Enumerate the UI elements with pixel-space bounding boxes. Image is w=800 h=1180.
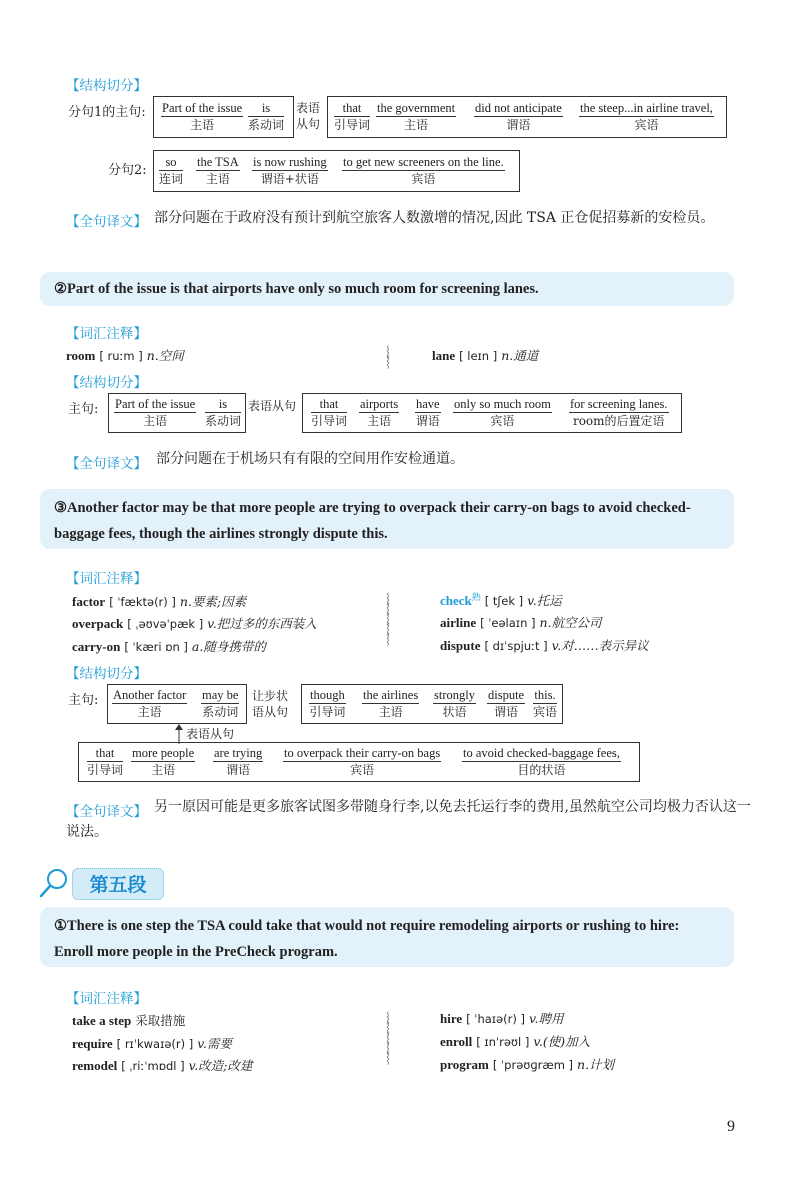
structure-tag-3: 【结构切分】 — [66, 666, 147, 682]
sub-conj-2: that 引导词 — [311, 397, 348, 428]
vocab-remodel: remodel [ ˌriːˈmɒdl ] v.改造;改建 — [72, 1058, 253, 1073]
clause1-label: 分句1的主句: — [68, 105, 146, 120]
main-verb-3: may be 系动词 — [202, 688, 239, 719]
vocab-airline: airline [ ˈeəlaɪn ] n.航空公司 — [440, 615, 602, 630]
concessive-label: 让步状 语从句 — [252, 689, 289, 719]
translation-text-2: 部分问题在于机场只有有限的空间用作安检通道。 — [156, 451, 464, 467]
main-clause-box — [153, 96, 294, 138]
vocab-require: require [ rɪˈkwaɪə(r) ] v.需要 — [72, 1036, 232, 1051]
section-heading: 第五段 — [72, 868, 164, 900]
up-arrow-icon — [174, 724, 184, 744]
vocab-factor: factor [ ˈfæktə(r) ] n.要素;因素 — [72, 594, 247, 609]
sub-subject: the government 主语 — [377, 101, 456, 132]
vocab-room: room [ ruːm ] n.空间 — [66, 348, 184, 363]
page-number: 9 — [727, 1118, 735, 1135]
conc-conj: though 引导词 — [309, 688, 346, 719]
vocab-enroll: enroll [ ɪnˈrəʊl ] v.(使)加入 — [440, 1034, 591, 1049]
vocab-tag-3: 【词汇注释】 — [66, 571, 147, 587]
predicative-clause-label: 表语 从句 — [296, 101, 321, 131]
translation-tag-3: 【全句译文】 — [66, 804, 147, 820]
clause2-conj: so 连词 — [159, 155, 184, 186]
pred-conj: that 引导词 — [87, 746, 124, 777]
pred-predicate: are trying 谓语 — [214, 746, 263, 777]
vocab-dispute: dispute [ dɪˈspjuːt ] v.对……表示异议 — [440, 638, 649, 653]
pred-object: to overpack their carry-on bags 宾语 — [284, 746, 441, 777]
vocab-tag: 【词汇注释】 — [66, 326, 147, 342]
main-clause-box-3 — [107, 684, 247, 724]
conc-object: this. 宾语 — [533, 688, 558, 719]
vocab-check: check$^熟$ [ tʃek ] v.托运 — [440, 593, 562, 609]
structure-tag-2: 【结构切分】 — [66, 375, 147, 391]
divider-wave-5: ⸾ ⸾ ⸾ ⸾ ⸾ — [386, 1011, 390, 1064]
clause2-subject: the TSA 主语 — [197, 155, 239, 186]
sub-object: the steep...in airline travel, 宾语 — [580, 101, 713, 132]
pred-subject: more people 主语 — [132, 746, 195, 777]
clause2-label: 分句2: — [108, 163, 147, 178]
main-clause-box-2 — [108, 393, 246, 433]
concessive-box — [301, 684, 563, 724]
main-verb-2: is 系动词 — [205, 397, 242, 428]
translation-text: 部分问题在于政府没有预计到航空旅客人数激增的情况,因此 TSA 正仓促招募新的安检员。 — [154, 210, 715, 226]
conc-predicate: dispute 谓语 — [488, 688, 525, 719]
vocab-take-a-step: take a step 采取措施 — [72, 1013, 186, 1028]
sentence-3: ③Another factor may be that more people are trying to overpack their carry-on bags to avoid checked-baggage fees, though the airlines strongly dispute this. — [40, 489, 734, 549]
predicative-box-2 — [302, 393, 682, 433]
main-subject-2: Part of the issue 主语 — [115, 397, 196, 428]
sub-subject-2: airports 主语 — [360, 397, 399, 428]
clause2-box — [153, 150, 520, 192]
translation-text-3: 另一原因可能是更多旅客试图多带随身行李,以免去托运行李的费用,虽然航空公司均极力否认这一说法。 — [66, 799, 751, 840]
vocab-hire: hire [ ˈhaɪə(r) ] v.聘用 — [440, 1011, 564, 1026]
divider-wave-3: ⸾ ⸾ ⸾ ⸾ ⸾ — [386, 592, 390, 645]
predicative-label-3: 表语从句 — [186, 727, 235, 741]
sub-predicate-2: have 谓语 — [415, 397, 440, 428]
pred-purpose: to avoid checked-baggage fees, 目的状语 — [463, 746, 620, 777]
sub-conj: that 引导词 — [334, 101, 371, 132]
predicative-clause-box — [327, 96, 727, 138]
sub-object-2: only so much room 宾语 — [454, 397, 551, 428]
vocab-program: program [ ˈprəʊɡræm ] n.计划 — [440, 1057, 615, 1072]
translation-tag-2: 【全句译文】 — [66, 456, 147, 472]
predicative-box-3 — [78, 742, 640, 782]
vocab-lane: lane [ leɪn ] n.通道 — [432, 348, 539, 363]
translation-tag: 【全句译文】 — [66, 214, 147, 230]
divider-wave: ⸾ ⸾ — [386, 345, 390, 368]
main-subject-3: Another factor 主语 — [113, 688, 187, 719]
conc-subject: the airlines 主语 — [363, 688, 419, 719]
main-label-3: 主句: — [68, 693, 99, 708]
main-label-2: 主句: — [68, 402, 99, 417]
vocab-overpack: overpack [ ˌəʊvəˈpæk ] v.把过多的东西装入 — [72, 616, 317, 631]
predicative-label-2: 表语从句 — [248, 399, 297, 413]
vocab-carry-on: carry-on [ ˈkæri ɒn ] a.随身携带的 — [72, 639, 266, 654]
magnifier-icon — [38, 866, 72, 900]
vocab-tag-5: 【词汇注释】 — [66, 991, 147, 1007]
sentence-2: ②Part of the issue is that airports have only so much room for screening lanes. — [40, 272, 734, 306]
section5-sentence-1: ①There is one step the TSA could take that would not require remodeling airports or rushing to hire: Enroll more people in the PreCheck program. — [40, 907, 734, 967]
main-verb: is 系动词 — [248, 101, 285, 132]
main-subject: Part of the issue 主语 — [162, 101, 243, 132]
clause2-object: to get new screeners on the line. 宾语 — [343, 155, 504, 186]
conc-adverb: strongly 状语 — [434, 688, 475, 719]
clause2-predicate: is now rushing 谓语+状语 — [253, 155, 327, 186]
structure-tag: 【结构切分】 — [66, 78, 147, 94]
sub-predicate: did not anticipate 谓语 — [475, 101, 562, 132]
sub-attributive-2: for screening lanes. room的后置定语 — [570, 397, 668, 428]
